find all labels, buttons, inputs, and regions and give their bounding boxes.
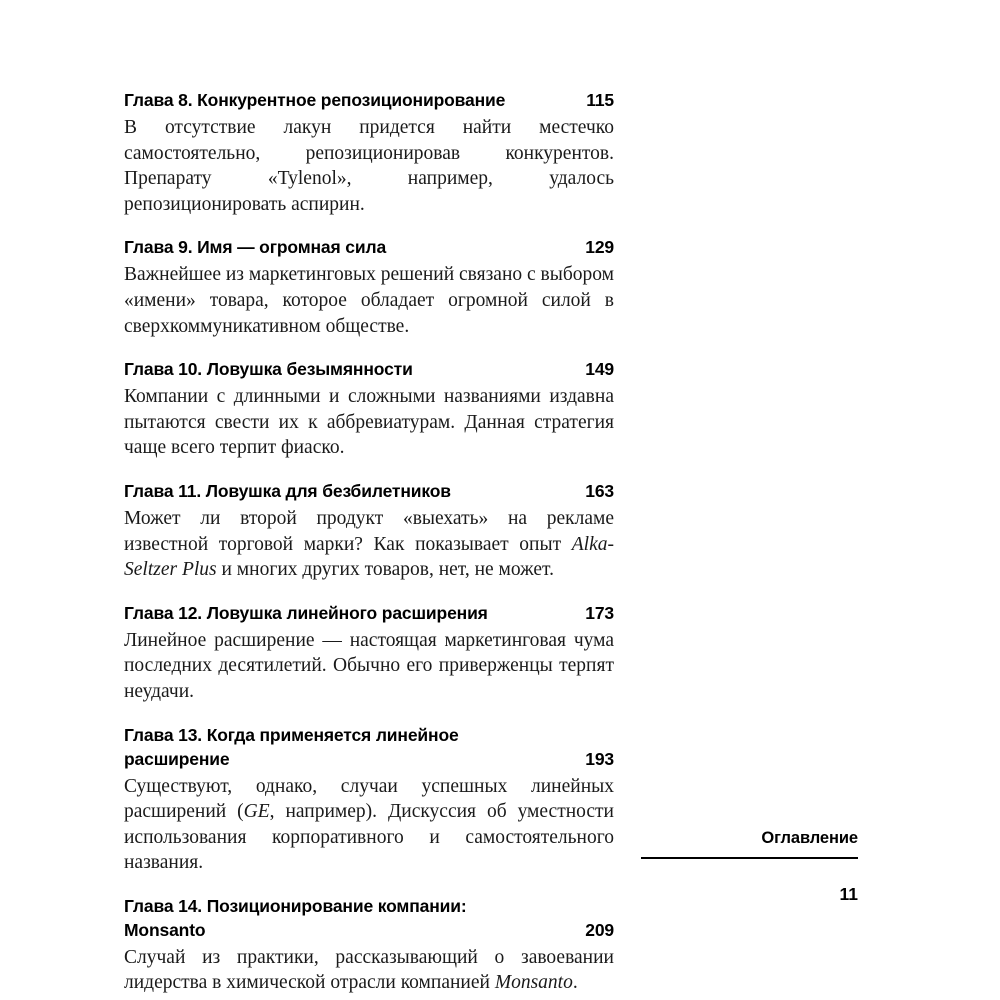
page-number: 11	[839, 884, 858, 904]
running-head-label: Оглавление	[761, 829, 858, 847]
toc-entry-description: Линейное расширение — настоящая маркетинговая чума последних десятилетий. Обычно его приверженцы терпят неудачи.	[124, 629, 614, 702]
toc-entry[interactable]	[124, 88, 614, 217]
toc-entry-description: В отсутствие лакун придется найти местечко самостоятельно, репозиционировав конкурентов. Препарату «Tylenol», например, удалось репозиционировать аспирин.	[124, 117, 614, 215]
toc-entry[interactable]	[124, 479, 614, 583]
toc-entry[interactable]	[124, 235, 614, 339]
toc-entry-heading	[124, 88, 614, 112]
toc-entry[interactable]	[124, 723, 614, 876]
toc-entry-title-continued: Monsanto	[124, 919, 206, 940]
toc-entry-title: Глава 9. Имя — огромная сила	[124, 237, 387, 258]
toc-entry-title: Глава 8. Конкурентное репозиционирование	[124, 90, 506, 110]
toc-entry-heading	[124, 601, 614, 625]
toc-entry-title: Глава 14. Позиционирование компании:	[124, 895, 467, 916]
description-emphasis: Monsanto	[494, 972, 573, 994]
toc-entry-description	[124, 774, 614, 876]
toc-entry-page-number: 129	[585, 237, 614, 258]
description-text-before: Случай из практики, рассказывающий о завоевании лидерства в химической отрасли компанией	[124, 946, 614, 994]
footer-divider	[641, 857, 858, 859]
toc-entry-title-continued: расширение	[124, 748, 230, 769]
toc-entry[interactable]	[124, 601, 614, 705]
toc-entry[interactable]	[124, 894, 614, 996]
toc-entry-heading	[124, 894, 614, 942]
toc-entry-page-number: 173	[585, 602, 614, 623]
description-text-after: , например). Дискуссия об уместности использования корпоративного и самостоятельного названия.	[124, 801, 614, 874]
toc-entry-heading	[124, 479, 614, 503]
toc-entry-description: Компании с длинными и сложными названиями издавна пытаются свести их к аббревиатурам. Данная стратегия чаще всего терпит фиаско.	[124, 386, 614, 459]
toc-entry-page-number: 163	[585, 480, 614, 501]
toc-entry-title: Глава 11. Ловушка для безбилетников	[124, 480, 451, 501]
description-text-after: .	[572, 972, 578, 994]
toc-entry-heading	[124, 357, 614, 381]
toc-entry-heading	[124, 723, 614, 771]
description-text-after: и многих других товаров, нет, не может.	[216, 559, 554, 581]
toc-entry-description	[124, 945, 614, 996]
toc-entry-description: Важнейшее из маркетинговых решений связано с выбором «имени» товара, которое обладает огромной силой в сверхкоммуникативном обществе.	[124, 264, 614, 337]
description-text-before: Может ли второй продукт «выехать» на рекламе известной торговой марки? Как показывает опыт	[124, 507, 614, 555]
toc-entry-page-number: 115	[586, 90, 614, 110]
toc-entry-title: Глава 10. Ловушка безымянности	[124, 359, 413, 380]
toc-entry-page-number: 149	[585, 359, 614, 380]
toc-entry-title: Глава 13. Когда применяется линейное	[124, 724, 459, 745]
toc-entry-description	[124, 506, 614, 583]
page-footer	[641, 828, 858, 905]
toc-entry-page-number: 193	[585, 748, 614, 769]
toc-entry-heading	[124, 235, 614, 259]
description-emphasis: GE	[243, 801, 270, 823]
table-of-contents-list	[124, 88, 614, 996]
toc-entry[interactable]	[124, 357, 614, 461]
description-text-before: Существуют, однако, случаи успешных линейных расширений (	[124, 775, 614, 823]
toc-entry-page-number: 209	[585, 919, 614, 940]
toc-entry-title: Глава 12. Ловушка линейного расширения	[124, 602, 488, 623]
description-emphasis: Alka-Seltzer Plus	[124, 533, 614, 581]
